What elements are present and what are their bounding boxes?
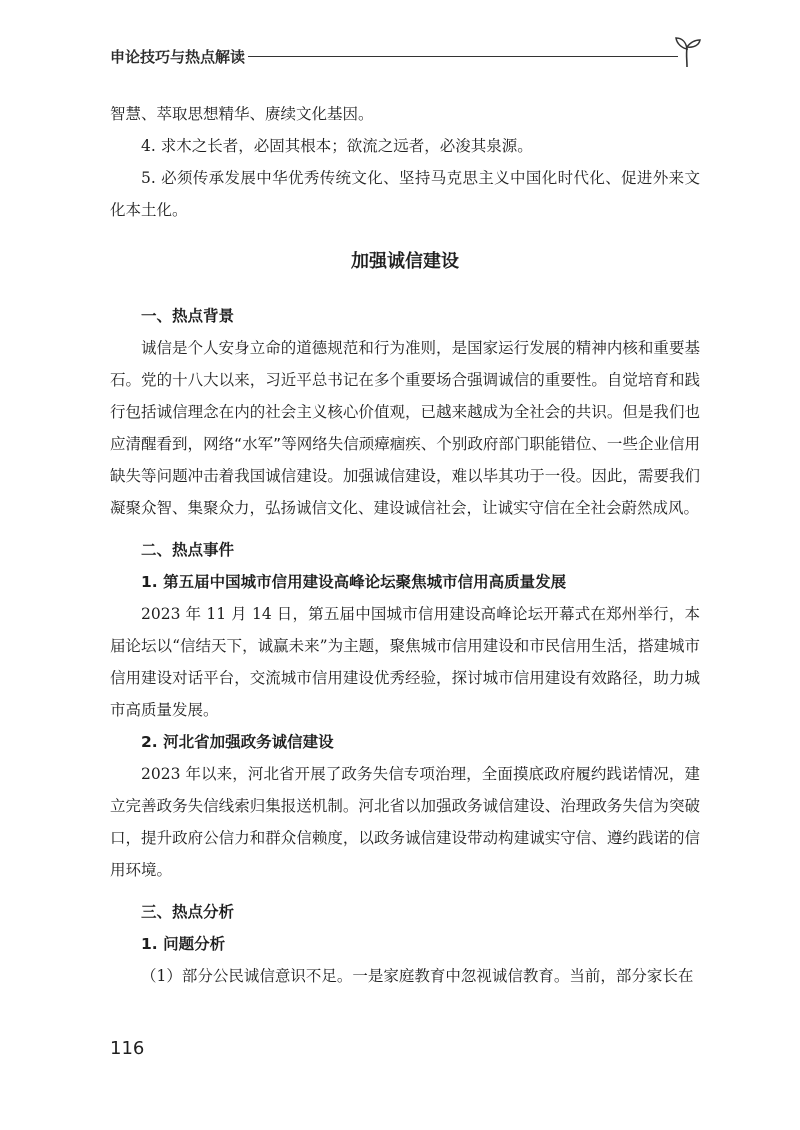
- analysis-sub-1: 1. 问题分析: [141, 935, 226, 953]
- page-content: [110, 98, 700, 992]
- analysis-paragraph-1: （1）部分公民诚信意识不足。一是家庭教育中忽视诚信教育。当前，部分家长在: [141, 967, 694, 985]
- header-rule: [248, 56, 678, 57]
- heading-analysis: 三、热点分析: [141, 903, 235, 921]
- sprout-icon: [672, 34, 702, 68]
- page-number: 116: [110, 1038, 145, 1059]
- section-title: 加强诚信建设: [351, 251, 459, 272]
- event-1-title: 1. 第五届中国城市信用建设高峰论坛聚焦城市信用高质量发展: [141, 573, 567, 591]
- continued-paragraph: 智慧、萃取思想精华、赓续文化基因。: [110, 105, 374, 123]
- list-item-5: 5. 必须传承发展中华优秀传统文化、坚持马克思主义中国化时代化、促进外来文化本土化。: [110, 169, 700, 219]
- event-1-paragraph: 2023 年 11 月 14 日，第五届中国城市信用建设高峰论坛开幕式在郑州举行，本届论坛以“信结天下，诚赢未来”为主题，聚焦城市信用建设和市民信用生活，搭建城市信用建设对话平台，交流城市信用建设优秀经验，探讨城市信用建设有效路径，助力城市高质量发展。: [110, 605, 700, 719]
- heading-events: 二、热点事件: [141, 541, 235, 559]
- header-title: 申论技巧与热点解读: [110, 48, 246, 66]
- heading-background: 一、热点背景: [141, 307, 235, 325]
- event-2-title: 2. 河北省加强政务诚信建设: [141, 733, 334, 751]
- event-2-paragraph: 2023 年以来，河北省开展了政务失信专项治理，全面摸底政府履约践诺情况，建立完善政务失信线索归集报送机制。河北省以加强政务诚信建设、治理政务失信为突破口，提升政府公信力和群众信赖度，以政务诚信建设带动构建诚实守信、遵约践诺的信用环境。: [110, 765, 700, 879]
- background-paragraph: 诚信是个人安身立命的道德规范和行为准则，是国家运行发展的精神内核和重要基石。党的十八大以来，习近平总书记在多个重要场合强调诚信的重要性。自觉培育和践行包括诚信理念在内的社会主义核心价值观，已越来越成为全社会的共识。但是我们也应清醒看到，网络“水军”等网络失信顽瘴痼疾、个别政府部门职能错位、一些企业信用缺失等问题冲击着我国诚信建设。加强诚信建设，难以毕其功于一役。因此，需要我们凝聚众智、集聚众力，弘扬诚信文化、建设诚信社会，让诚实守信在全社会蔚然成风。: [110, 339, 700, 517]
- list-item-4: 4. 求木之长者，必固其根本；欲流之远者，必浚其泉源。: [141, 137, 533, 155]
- running-header: [110, 34, 700, 74]
